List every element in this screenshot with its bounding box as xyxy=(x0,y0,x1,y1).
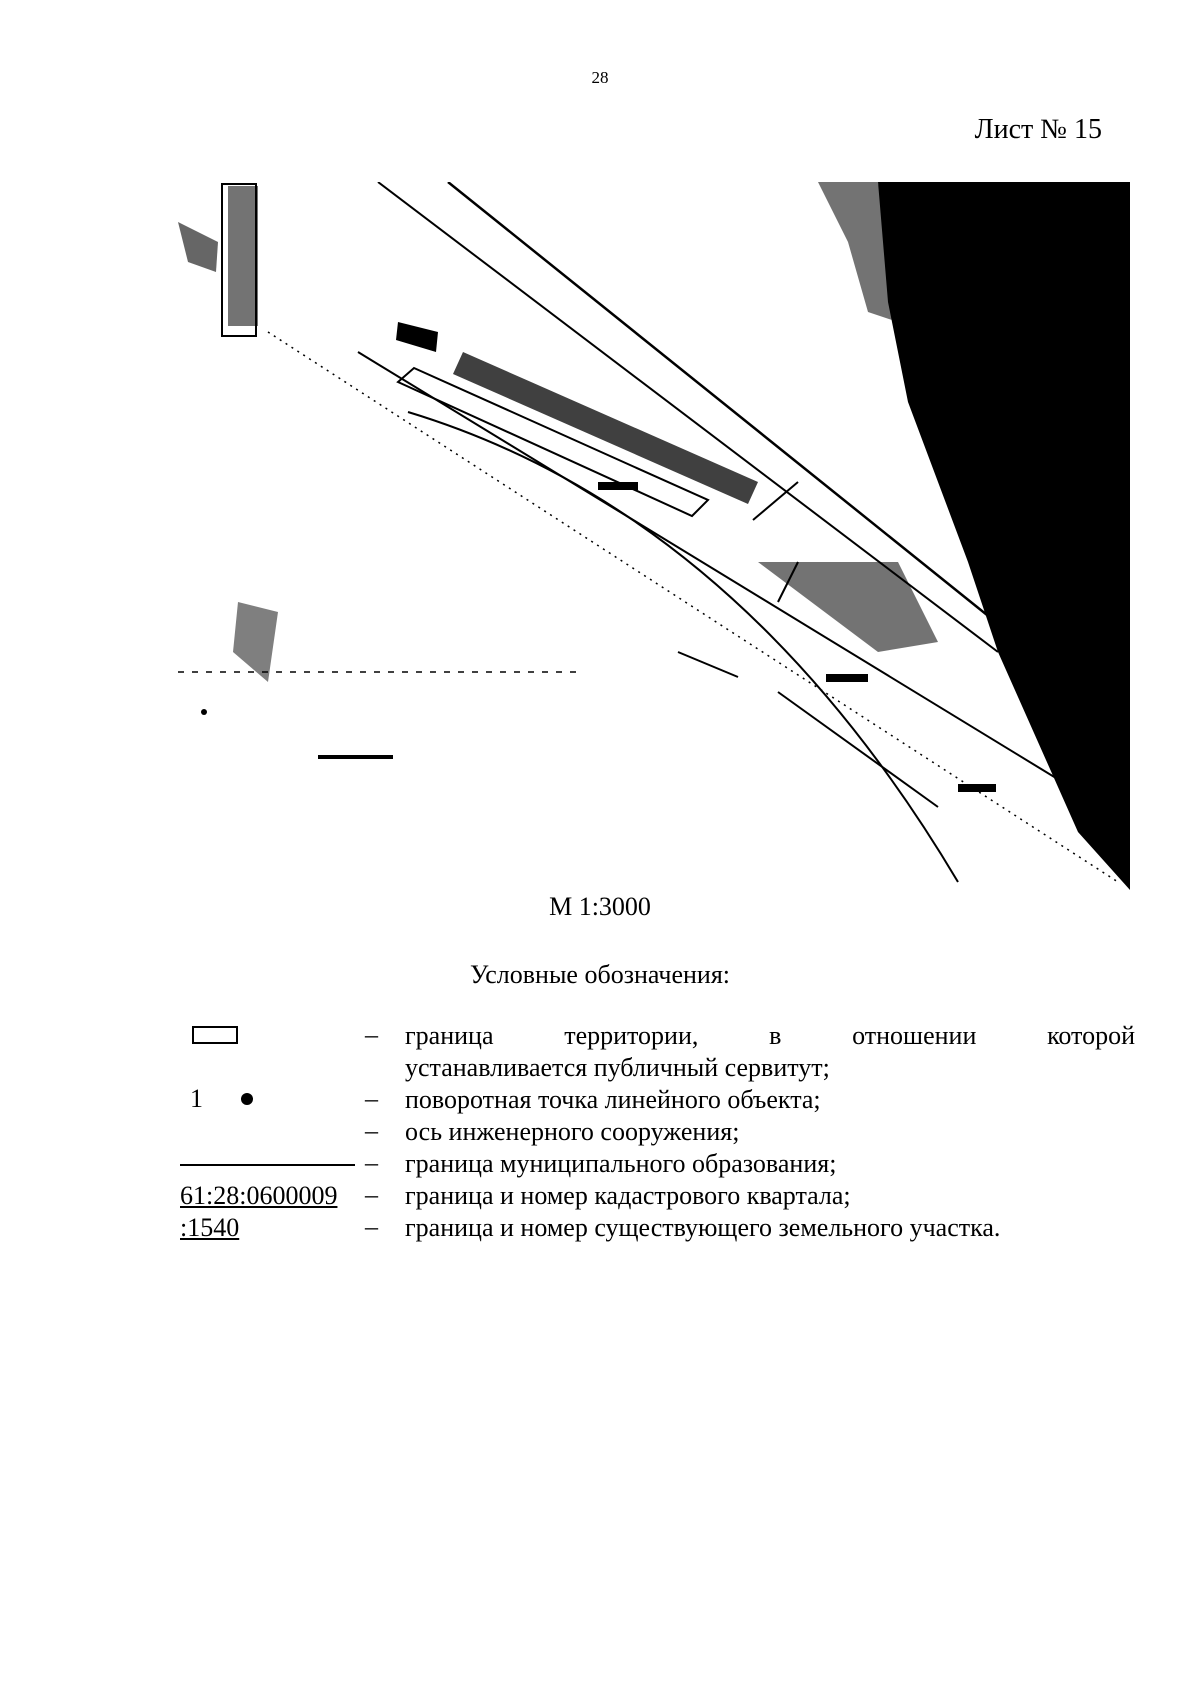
legend-text: граница и номер существующего земельного участка. xyxy=(405,1213,1001,1242)
legend-dash: – xyxy=(365,1020,378,1049)
servitude-boundary-symbol xyxy=(192,1026,238,1044)
legend-text: граница и номер кадастрового квартала; xyxy=(405,1181,851,1210)
legend-dash: – xyxy=(365,1180,378,1209)
legend-row-municipal xyxy=(180,1148,1135,1180)
municipal-boundary-line xyxy=(180,1164,355,1166)
legend xyxy=(180,1020,1135,1244)
map-image xyxy=(178,182,1130,890)
turning-point-dot-icon xyxy=(241,1093,253,1105)
legend-row-servitude xyxy=(180,1020,1135,1084)
map-dark-area xyxy=(878,182,1130,890)
legend-dash: – xyxy=(365,1212,378,1241)
legend-text: граница муниципального образования; xyxy=(405,1149,837,1178)
sheet-label: Лист № 15 xyxy=(974,114,1102,145)
legend-row-parcel xyxy=(180,1212,1135,1244)
legend-text: ось инженерного сооружения; xyxy=(405,1117,740,1146)
legend-dash: – xyxy=(365,1116,378,1145)
scale-label: М 1:3000 xyxy=(549,892,651,921)
legend-dash: – xyxy=(365,1084,378,1113)
legend-text: поворотная точка линейного объекта; xyxy=(405,1085,821,1114)
legend-text: устанавливается публичный сервитут; xyxy=(405,1053,830,1082)
point-number: 1 xyxy=(190,1084,203,1113)
legend-text: граница территории, в отношении которой xyxy=(405,1021,1135,1050)
legend-row-axis xyxy=(180,1116,1135,1148)
legend-row-cadastral xyxy=(180,1180,1135,1212)
legend-row-turning-point xyxy=(180,1084,1135,1116)
legend-dash: – xyxy=(365,1148,378,1177)
cadastral-code: 61:28:0600009 xyxy=(180,1181,338,1210)
page-number: 28 xyxy=(591,68,609,87)
legend-title: Условные обозначения: xyxy=(469,960,731,989)
parcel-code: :1540 xyxy=(180,1213,240,1242)
